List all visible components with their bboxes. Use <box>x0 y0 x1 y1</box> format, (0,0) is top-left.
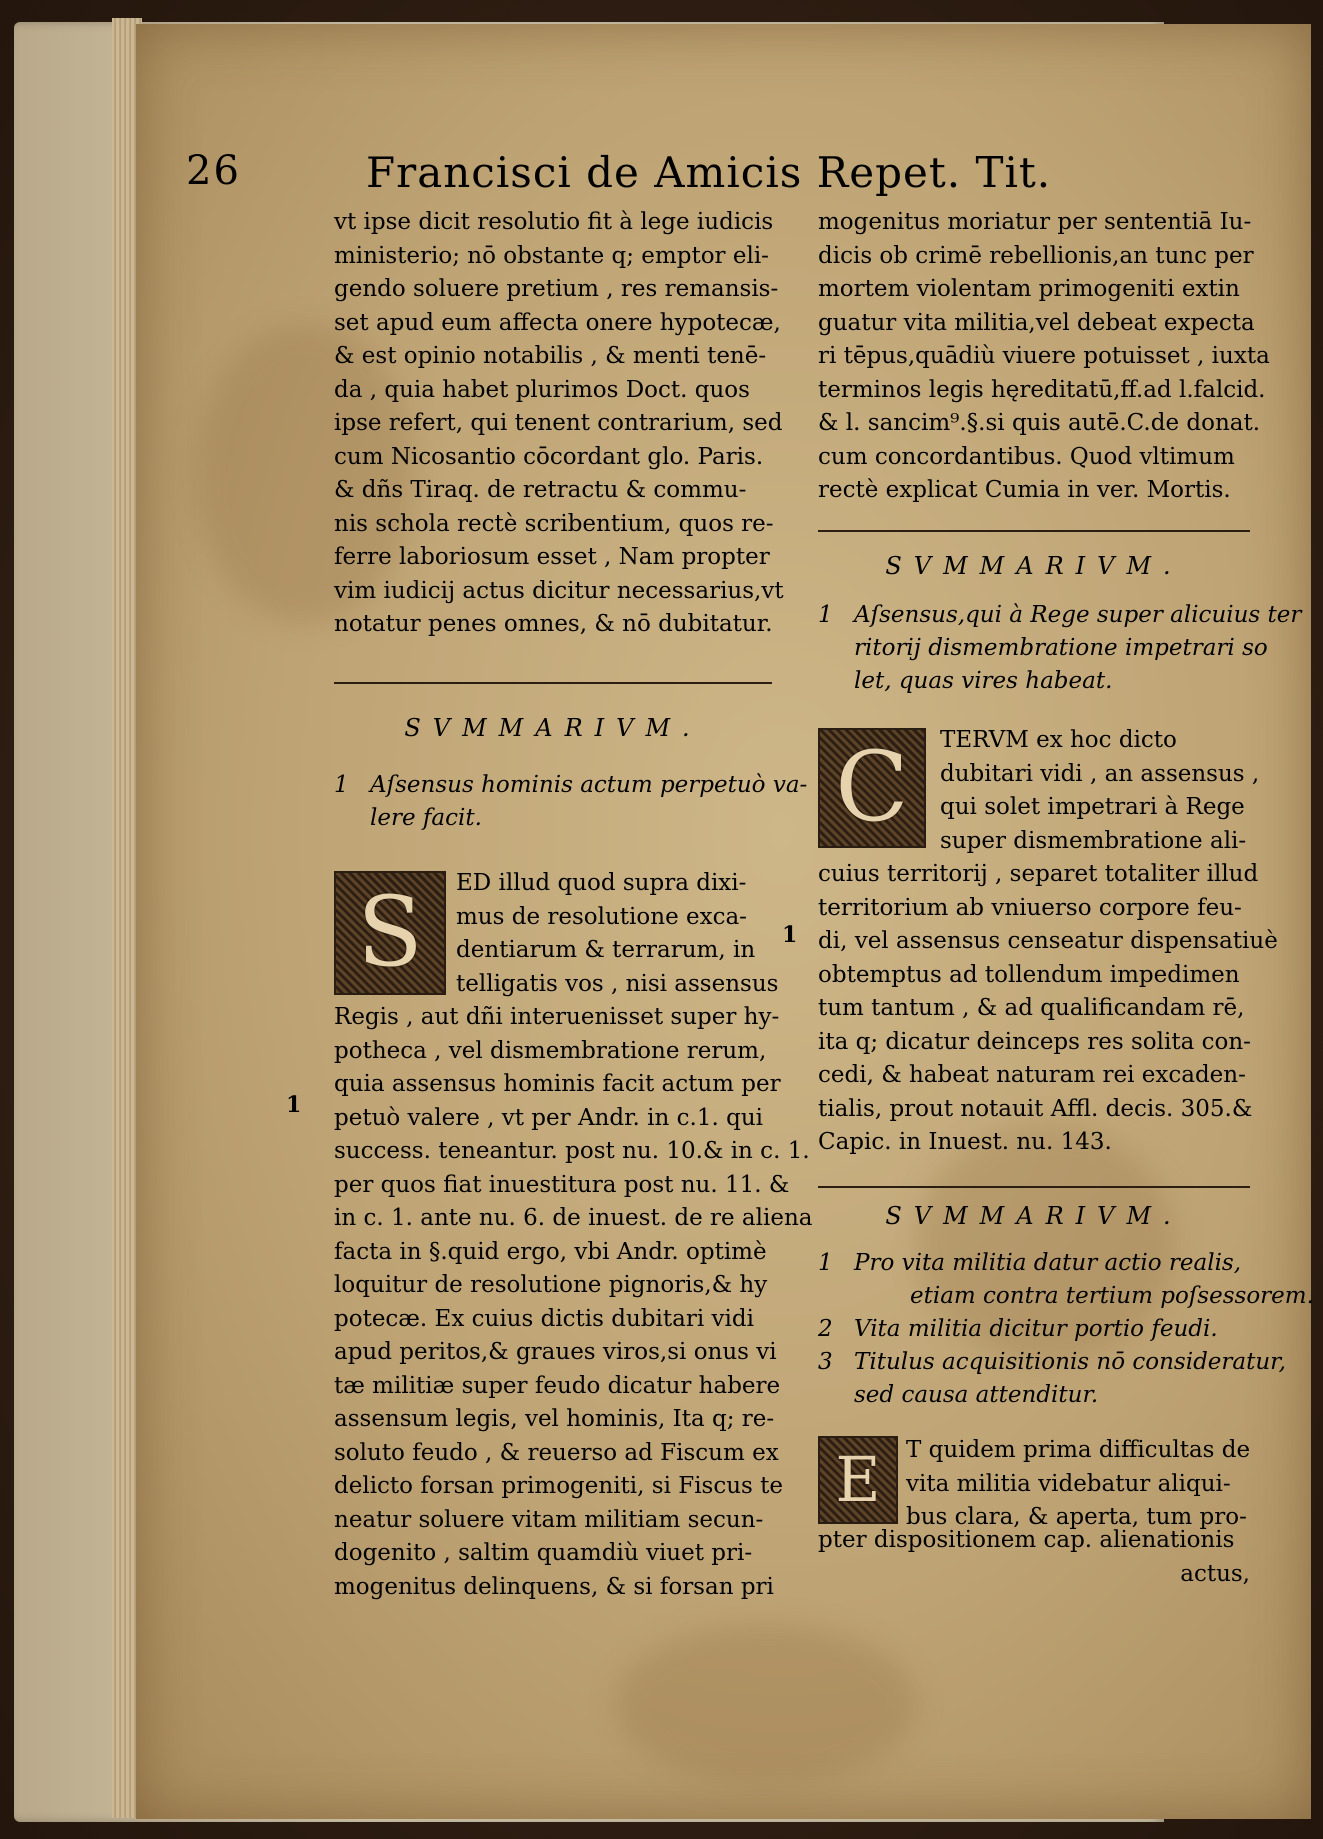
summarium-number: 1 <box>818 602 833 628</box>
text-line: & dñs Tiraq. de retractu & commu- <box>334 477 747 503</box>
text-line: cum Nicosantio cōcordant glo. Paris. <box>334 443 764 470</box>
initial-letter: S <box>357 876 423 989</box>
text-line: mus de resolutione exca- <box>456 903 747 930</box>
text-line: loquitur de resolutione pignoris,& hy <box>334 1272 768 1298</box>
text-line: delicto forsan primogeniti, si Fiscus te <box>334 1473 784 1499</box>
initial-text <box>940 724 1260 858</box>
left-paragraph-1 <box>334 206 784 642</box>
text-line: cuius territorij , separet totaliter illud <box>818 861 1259 887</box>
running-head <box>186 148 1146 208</box>
text-line: & l. sancim⁹.§.si quis autē.C.de donat. <box>818 410 1261 436</box>
text-line: mogenitus moriatur per sententiā Iu- <box>818 209 1252 235</box>
summarium-list <box>818 599 1302 698</box>
text-line: dubitari vidi , an assensus , <box>940 760 1260 787</box>
summarium-item <box>818 1346 1286 1412</box>
text-line: territorium ab vniuerso corpore feu- <box>818 894 1242 921</box>
summarium-item <box>818 599 1302 698</box>
text-line: T quidem prima difficultas de <box>906 1437 1251 1463</box>
left-column <box>334 206 813 1604</box>
text-line: vim iudicij actus dicitur necessarius,vt <box>334 577 784 604</box>
text-line: bus clara, & aperta, tum pro- <box>906 1504 1247 1530</box>
summarium-text: let, quas vires habeat. <box>854 668 1113 694</box>
text-line: telligatis vos , nisi assensus <box>456 970 779 997</box>
text-line: Capic. in Inuest. nu. 143. <box>818 1129 1112 1155</box>
initial-paragraph <box>334 867 779 1001</box>
left-paragraph-2 <box>334 1001 813 1604</box>
text-line: in c. 1. ante nu. 6. de inuest. de re aliena <box>334 1205 813 1231</box>
decorated-initial <box>818 1436 898 1524</box>
text-line: potheca , vel dismembratione rerum, <box>334 1037 767 1064</box>
initial-paragraph <box>818 724 1260 858</box>
paper-stain <box>616 1624 916 1784</box>
text-line: apud peritos,& graues viros,si onus vi <box>334 1339 777 1365</box>
text-line: cum concordantibus. Quod vltimum <box>818 443 1235 470</box>
page-title: Francisci de Amicis Repet. Tit. <box>366 148 1052 197</box>
summarium-text: Aſsensus,qui à Rege super alicuius ter <box>854 602 1302 628</box>
text-line: nis schola rectè scribentium, quos re- <box>334 510 774 537</box>
summarium-text: Vita militia dicitur portio feudi. <box>854 1316 1218 1342</box>
summarium-heading: SVMMARIVM. <box>885 551 1183 580</box>
initial-letter: E <box>835 1443 881 1517</box>
catchword: actus, <box>1180 1560 1250 1587</box>
initial-letter: C <box>835 731 909 844</box>
text-line: dicis ob crimē rebellionis,an tunc per <box>818 242 1254 269</box>
text-line: dogenito , saltim quamdiù viuet pri- <box>334 1540 753 1566</box>
section-divider <box>818 530 1250 532</box>
text-line: & est opinio notabilis , & menti tenē- <box>334 343 767 369</box>
text-line: tialis, prout notauit Affl. decis. 305.& <box>818 1095 1253 1122</box>
summarium-number: 3 <box>818 1349 833 1375</box>
text-line: obtemptus ad tollendum impedimen <box>818 961 1240 988</box>
summarium-text: lere facit. <box>370 805 482 831</box>
text-line: facta in §.quid ergo, vbi Andr. optimè <box>334 1238 767 1265</box>
text-line: ED illud quod supra dixi- <box>456 870 747 896</box>
text-line: neatur soluere vitam militiam secun- <box>334 1506 764 1533</box>
text-line: vt ipse dicit resolutio fit à lege iudicis <box>334 209 774 235</box>
text-line: ferre laboriosum esset , Nam propter <box>334 544 770 570</box>
text-line: guatur vita militia,vel debeat expecta <box>818 309 1255 336</box>
text-line: tæ militiæ super feudo dicatur habere <box>334 1372 781 1399</box>
text-line: cedi, & habeat naturam rei excaden- <box>818 1062 1246 1088</box>
summarium-text: ritorij dismembratione impetrari so <box>854 635 1268 661</box>
text-line: vita militia videbatur aliqui- <box>906 1470 1231 1497</box>
decorated-initial <box>334 871 446 995</box>
text-line: tum tantum , & ad qualificandam rē, <box>818 995 1245 1021</box>
text-line: qui solet impetrari à Rege <box>940 794 1245 820</box>
text-line: ri tēpus,quādiù viuere potuisset , iuxta <box>818 343 1270 369</box>
text-line: soluto feudo , & reuerso ad Fiscum ex <box>334 1439 779 1466</box>
margin-note-number: 1 <box>782 922 798 948</box>
summarium-text: Titulus acquisitionis nō consideratur, <box>854 1349 1286 1375</box>
text-line: da , quia habet plurimos Doct. quos <box>334 376 750 403</box>
text-line: ipse refert, qui tenent contrarium, sed <box>334 410 783 436</box>
text-line: di, vel assensus censeatur dispensatiuè <box>818 928 1278 954</box>
text-line: set apud eum affecta onere hypotecæ, <box>334 309 781 336</box>
summarium-text: etiam contra tertium poſsessorem. <box>910 1283 1314 1309</box>
text-line: ita q; dicatur deinceps res solita con- <box>818 1028 1251 1055</box>
text-line: mortem violentam primogeniti extin <box>818 276 1240 302</box>
text-line: rectè explicat Cumia in ver. Mortis. <box>818 477 1231 503</box>
right-column <box>818 206 1314 1591</box>
initial-paragraph <box>818 1434 1251 1530</box>
summarium-item <box>818 1313 1250 1346</box>
initial-text <box>906 1434 1250 1535</box>
text-line: dentiarum & terrarum, in <box>456 937 756 963</box>
summarium-number: 1 <box>818 1250 833 1276</box>
text-line: mogenitus delinquens, & si forsan pri <box>334 1573 774 1600</box>
text-line: quia assensus hominis facit actum per <box>334 1071 781 1097</box>
summarium-list <box>334 769 808 835</box>
decorated-initial <box>818 728 926 848</box>
summarium-list <box>818 1247 1314 1412</box>
text-line: success. teneantur. post nu. 10.& in c. 1. <box>334 1138 810 1164</box>
summarium-number: 1 <box>334 772 349 798</box>
summarium-item <box>818 1247 1314 1313</box>
summarium-text: Aſsensus hominis actum perpetuò va- <box>370 772 808 798</box>
text-line: per quos fiat inuestitura post nu. 11. & <box>334 1171 790 1198</box>
text-line: super dismembratione ali- <box>940 827 1247 854</box>
initial-text <box>456 867 779 1001</box>
text-line: ministerio; nō obstante q; emptor eli- <box>334 242 769 269</box>
summarium-heading: SVMMARIVM. <box>885 1201 1183 1230</box>
summarium-text: sed causa attenditur. <box>854 1382 1099 1408</box>
summarium-text: Pro vita militia datur actio realis, <box>854 1250 1242 1276</box>
text-line: notatur penes omnes, & nō dubitatur. <box>334 611 773 637</box>
section-divider <box>818 1186 1250 1188</box>
text-line: potecæ. Ex cuius dictis dubitari vidi <box>334 1305 754 1332</box>
right-paragraph-2 <box>818 858 1278 1160</box>
text-line: TERVM ex hoc dicto <box>940 727 1177 753</box>
summarium-heading: SVMMARIVM. <box>404 713 702 742</box>
page-number: 26 <box>186 148 241 194</box>
text-line: petuò valere , vt per Andr. in c.1. qui <box>334 1104 764 1131</box>
section-divider <box>334 682 772 684</box>
margin-note-number: 1 <box>286 1092 302 1118</box>
summarium-number: 2 <box>818 1316 833 1342</box>
text-line: assensum legis, vel hominis, Ita q; re- <box>334 1406 775 1432</box>
text-line: terminos legis hęreditatū,ff.ad l.falcid. <box>818 376 1266 403</box>
text-line: Regis , aut dñi interuenisset super hy- <box>334 1004 780 1030</box>
summarium-item <box>334 769 808 835</box>
right-paragraph-1 <box>818 206 1270 508</box>
text-line: pter dispositionem cap. alienationis <box>818 1527 1235 1553</box>
text-line: gendo soluere pretium , res remansis- <box>334 276 779 302</box>
